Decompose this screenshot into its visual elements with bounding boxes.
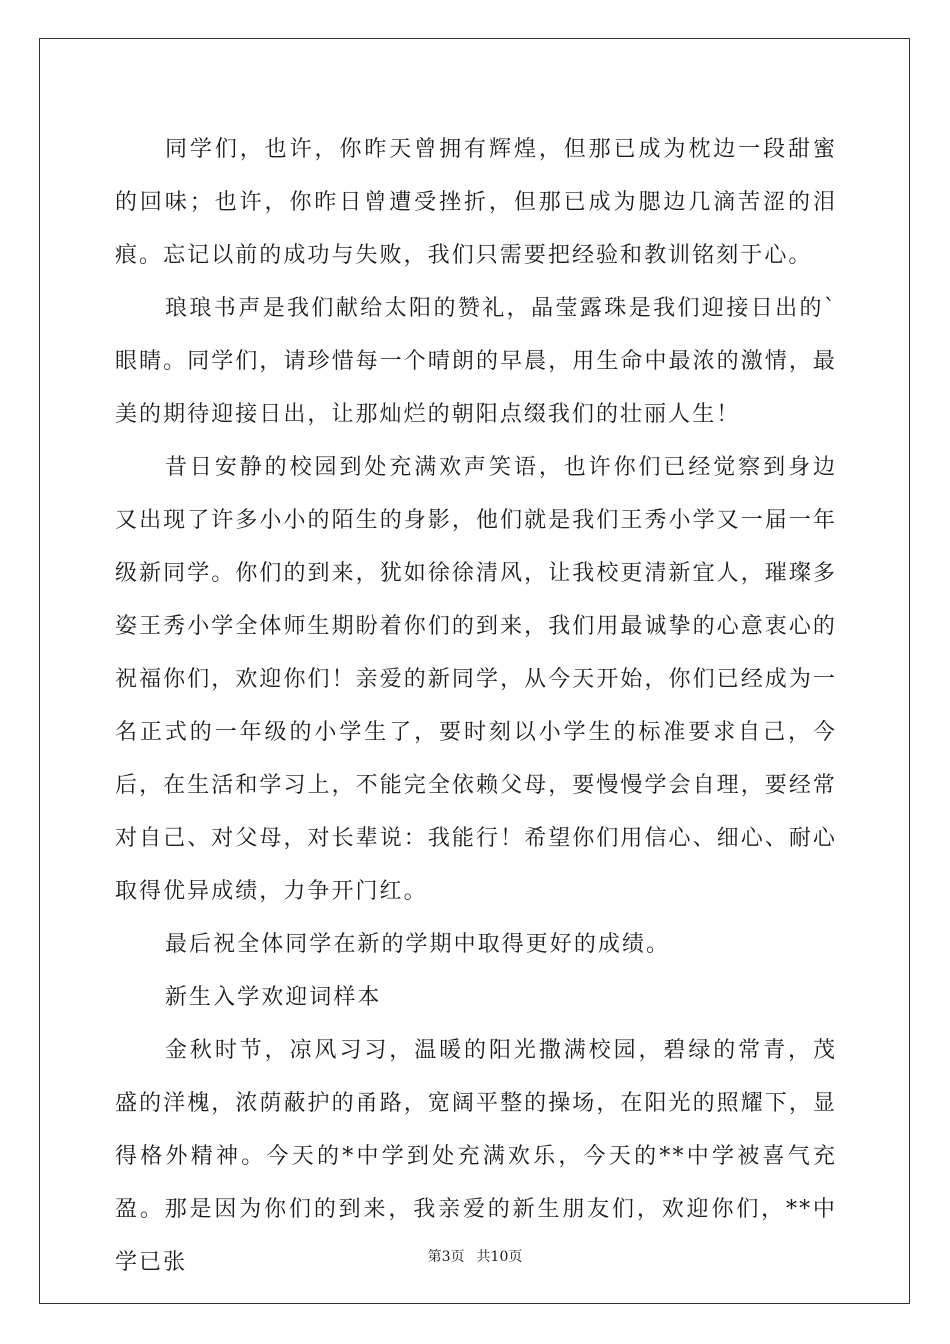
page-footer [0, 1246, 950, 1266]
paragraph: 昔日安静的校园到处充满欢声笑语，也许你们已经觉察到身边又出现了许多小小的陌生的身影，他们就是我们王秀小学又一届一年级新同学。你们的到来，犹如徐徐清风，让我校更清新宜人，璀璨多姿王秀小学全体师生期盼着你们的到来，我们用最诚挚的心意衷心的祝福你们，欢迎你们！亲爱的新同学，从今天开始，你们已经成为一名正式的一年级的小学生了，要时刻以小学生的标准要求自己，今后，在生活和学习上，不能完全依赖父母，要慢慢学会自理，要经常对自己、对父母，对长辈说：我能行！希望你们用信心、细心、耐心取得优异成绩，力争开门红。 [115, 455, 837, 904]
paragraph: 同学们，也许，你昨天曾拥有辉煌，但那已成为枕边一段甜蜜的回味；也许，你昨日曾遭受挫折，但那已成为腮边几滴苦涩的泪痕。忘记以前的成功与失败，我们只需要把经验和教训铭刻于心。 [115, 137, 837, 268]
document-body [115, 123, 837, 1289]
page-number: 第3页 [427, 1249, 465, 1265]
page-total: 共10页 [476, 1249, 523, 1265]
paragraph: 最后祝全体同学在新的学期中取得更好的成绩。 [165, 932, 671, 957]
paragraph: 金秋时节，凉风习习，温暖的阳光撒满校园，碧绿的常青，茂盛的洋槐，浓荫蔽护的甬路，宽阔平整的操场，在阳光的照耀下，显得格外精神。今天的*中学到处充满欢乐，今天的**中学被喜气充盈。那是因为你们的到来，我亲爱的新生朋友们，欢迎你们，**中学已张 [115, 1038, 837, 1275]
paragraph: 琅琅书声是我们献给太阳的赞礼，晶莹露珠是我们迎接日出的`眼睛。同学们，请珍惜每一个晴朗的早晨，用生命中最浓的激情，最美的期待迎接日出，让那灿烂的朝阳点缀我们的壮丽人生！ [115, 296, 837, 427]
section-title: 新生入学欢迎词样本 [165, 985, 382, 1010]
